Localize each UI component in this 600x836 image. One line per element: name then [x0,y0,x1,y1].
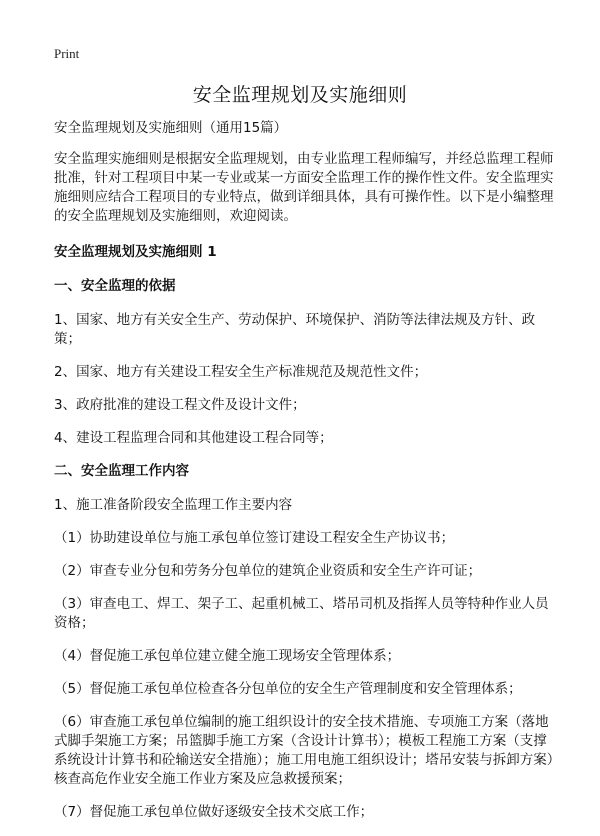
intro-paragraph: 安全监理实施细则是根据安全监理规划，由专业监理工程师编写，并经总监理工程师批准，针对工程项目中某一专业或某一方面安全监理工作的操作性文件。安全监理实施细则应结合工程项目的专业特点，做到详细具体，具有可操作性。以下是小编整理的安全监理规划及实施细则，欢迎阅读。 [54,151,554,224]
document-body [54,119,554,836]
page-title: 安全监理规划及实施细则 [192,84,408,106]
document-subtitle: 安全监理规划及实施细则（通用15篇） [54,120,288,136]
stage-heading: 1、施工准备阶段安全监理工作主要内容 [54,497,293,513]
print-link[interactable]: Print [54,46,80,61]
basis-item: 4、建设工程监理合同和其他建设工程合同等； [54,430,333,446]
task-item: （1）协助建设单位与施工承包单位签订建设工程安全生产协议书； [54,530,455,546]
basis-item: 1、国家、地方有关安全生产、劳动保护、环境保护、消防等法律法规及方针、政策； [54,312,536,347]
section-title: 安全监理规划及实施细则 1 [54,244,217,260]
basis-item: 3、政府批准的建设工程文件及设计文件； [54,397,306,413]
task-item: （2）审查专业分包和劳务分包单位的建筑企业资质和安全生产许可证； [54,563,482,579]
task-item: （6）审查施工承包单位编制的施工组织设计的安全技术措施、专项施工方案（落地式脚手架施工方案；吊篮脚手施工方案（含设计计算书）；模板工程施工方案（支撑系统设计计算书和砼输送安全措施）；施工用电施工组织设计；塔吊安装与拆卸方案）核查高危作业安全施工作业方案及应急救援预案； [54,714,554,787]
task-item: （7）督促施工承包单位做好逐级安全技术交底工作； [54,804,374,820]
task-item: （3）审查电工、焊工、架子工、起重机械工、塔吊司机及指挥人员等特种作业人员资格； [54,596,549,631]
part-heading-basis: 一、安全监理的依据 [54,278,176,294]
part-heading-content: 二、安全监理工作内容 [54,463,189,479]
task-item: （5）督促施工承包单位检查各分包单位的安全生产管理制度和安全管理体系； [54,681,522,697]
task-item: （4）督促施工承包单位建立健全施工现场安全管理体系； [54,648,401,664]
basis-item: 2、国家、地方有关建设工程安全生产标准规范及规范性文件； [54,364,428,380]
